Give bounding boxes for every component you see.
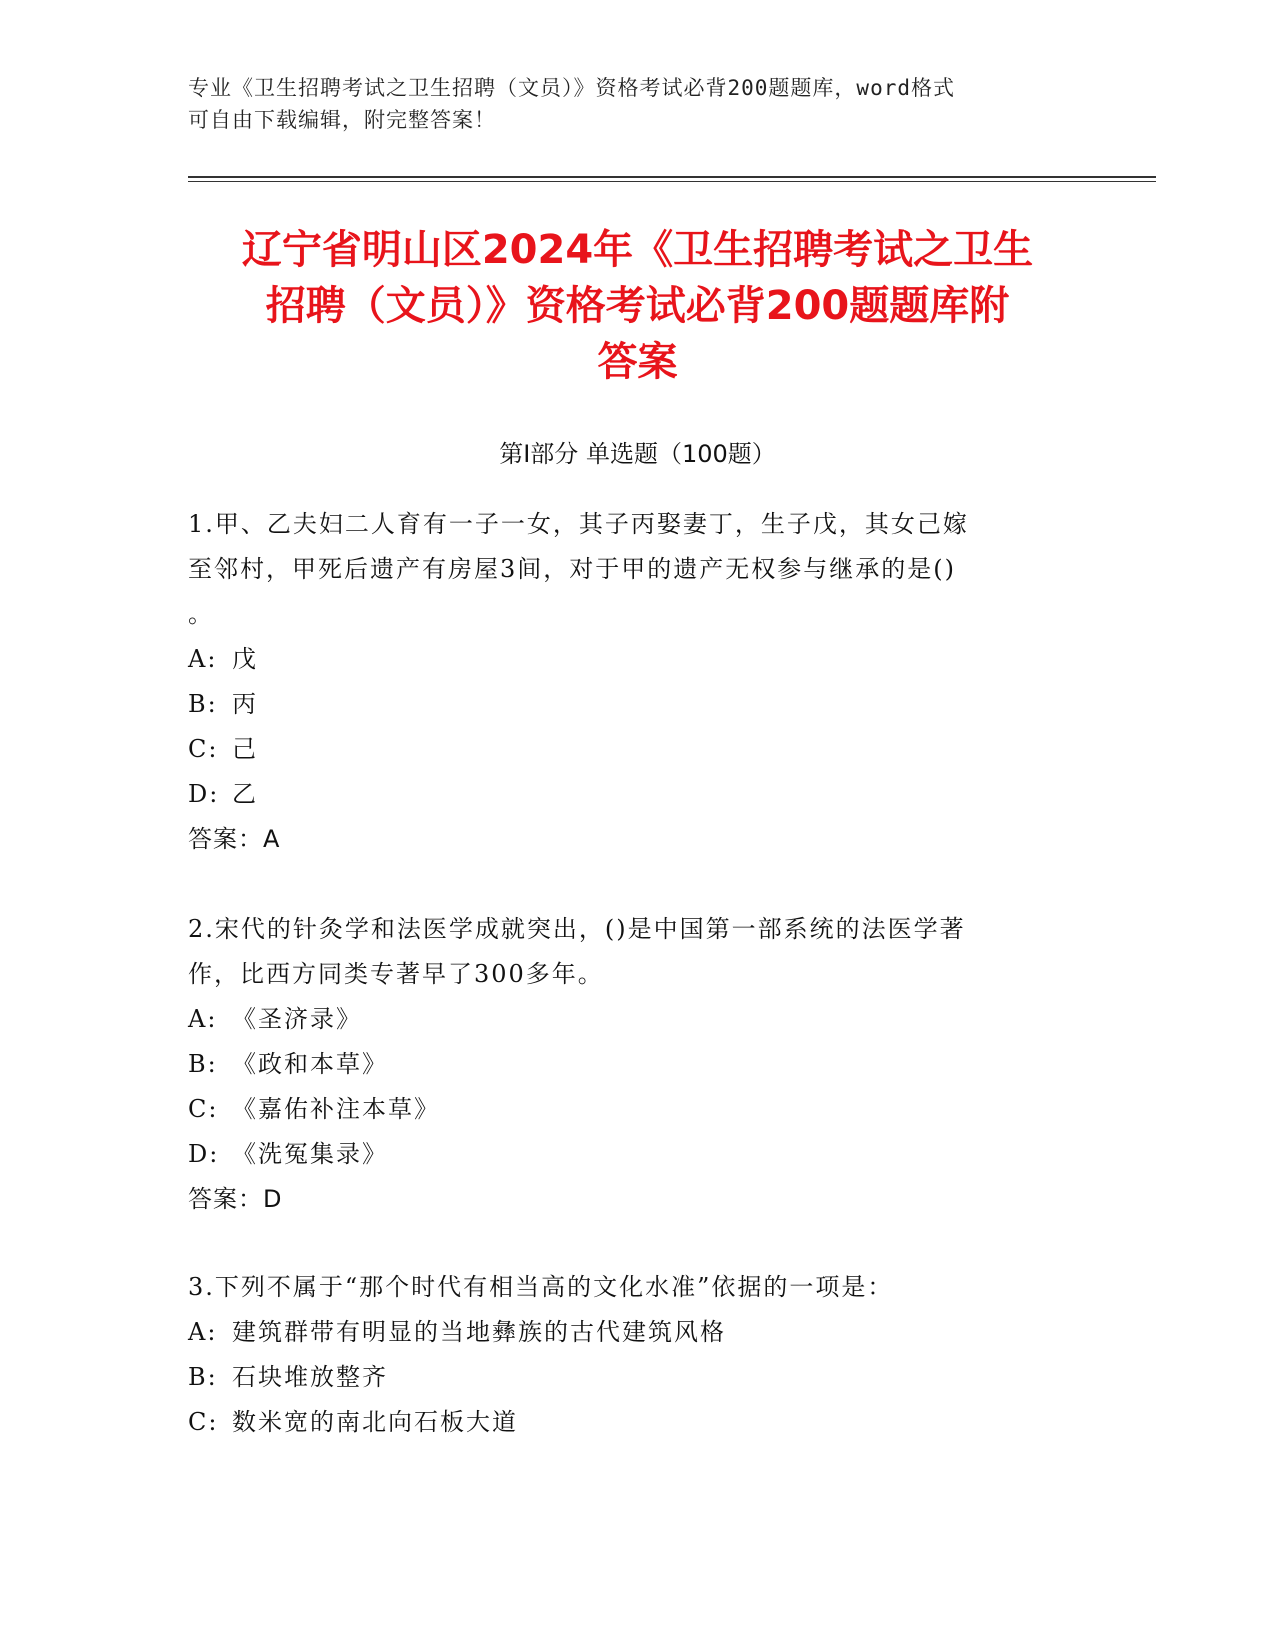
option-text: 建筑群带有明显的当地彝族的古代建筑风格 <box>232 1318 726 1346</box>
option-text: 乙 <box>232 780 258 808</box>
option-text: 戊 <box>232 645 258 673</box>
question-text-line: 2.宋代的针灸学和法医学成就突出，()是中国第一部系统的法医学著 <box>188 915 966 943</box>
header-note-line-2: 可自由下载编辑，附完整答案！ <box>188 108 496 132</box>
title-line-3: 答案 <box>597 339 678 385</box>
question-text-line: 3.下列不属于“那个时代有相当高的文化水准”依据的一项是： <box>188 1273 894 1301</box>
question-1 <box>188 502 1088 862</box>
option-key: B: <box>188 1363 218 1391</box>
option-c <box>188 1087 1088 1132</box>
option-d <box>188 1132 1088 1177</box>
question-text-line: 至邻村，甲死后遗产有房屋3间，对于甲的遗产无权参与继承的是() <box>188 555 956 583</box>
option-text: 《圣济录》 <box>232 1005 362 1033</box>
answer-line: 答案：A <box>188 825 281 853</box>
option-key: C: <box>188 735 219 763</box>
option-key: A: <box>188 1318 218 1346</box>
option-text: 《洗冤集录》 <box>232 1140 388 1168</box>
header-divider-thick <box>188 176 1156 178</box>
header-divider-thin <box>188 181 1156 182</box>
document-header-note <box>188 72 1068 136</box>
option-key: A: <box>188 1005 218 1033</box>
option-b <box>188 1355 1088 1400</box>
option-text: 数米宽的南北向石板大道 <box>232 1408 518 1436</box>
option-c <box>188 1400 1088 1445</box>
option-b <box>188 1042 1088 1087</box>
option-a <box>188 637 1088 682</box>
question-text-line: 1.甲、乙夫妇二人育有一子一女，其子丙娶妻丁，生子戊，其女己嫁 <box>188 510 969 538</box>
option-key: D: <box>188 1140 220 1168</box>
option-key: C: <box>188 1408 219 1436</box>
question-text-line: 。 <box>188 600 214 628</box>
option-d <box>188 772 1088 817</box>
option-key: C: <box>188 1095 219 1123</box>
option-text: 《政和本草》 <box>232 1050 388 1078</box>
title-line-2: 招聘（文员）》资格考试必背200题题库附 <box>265 283 1010 329</box>
option-c <box>188 727 1088 772</box>
option-text: 《嘉佑补注本草》 <box>232 1095 440 1123</box>
answer-line: 答案：D <box>188 1185 283 1213</box>
option-key: D: <box>188 780 220 808</box>
option-key: A: <box>188 645 218 673</box>
option-key: B: <box>188 690 218 718</box>
option-text: 丙 <box>232 690 258 718</box>
document-title <box>150 222 1125 390</box>
option-key: B: <box>188 1050 218 1078</box>
question-text-line: 作，比西方同类专著早了300多年。 <box>188 960 604 988</box>
option-b <box>188 682 1088 727</box>
option-a <box>188 1310 1088 1355</box>
option-text: 石块堆放整齐 <box>232 1363 388 1391</box>
title-line-1: 辽宁省明山区2024年《卫生招聘考试之卫生 <box>241 227 1034 273</box>
section-heading: 第Ⅰ部分 单选题（100题） <box>499 440 776 468</box>
option-a <box>188 997 1088 1042</box>
header-note-line-1: 专业《卫生招聘考试之卫生招聘（文员）》资格考试必背200题题库，word格式 <box>188 76 955 100</box>
question-3 <box>188 1265 1088 1445</box>
question-2 <box>188 907 1088 1222</box>
option-text: 己 <box>232 735 258 763</box>
